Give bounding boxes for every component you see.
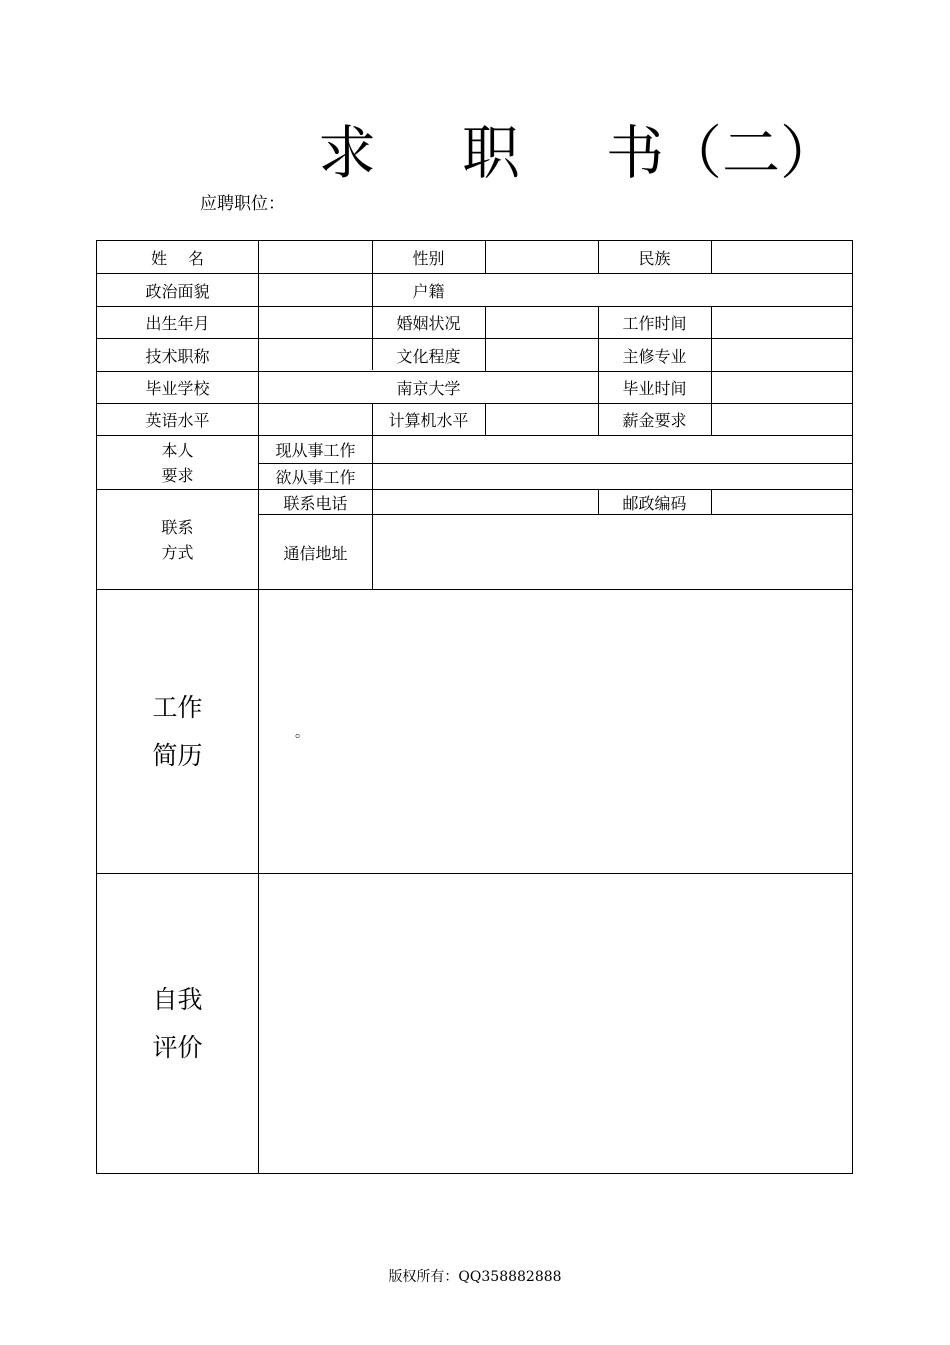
desired-job-label: 欲从事工作 bbox=[275, 467, 356, 487]
birth-date-field[interactable] bbox=[259, 306, 372, 338]
current-job-field[interactable] bbox=[373, 436, 852, 463]
phone-label: 联系电话 bbox=[283, 493, 348, 513]
name-label: 姓 名 bbox=[150, 248, 205, 268]
school-value[interactable]: 南京大学 bbox=[396, 378, 461, 398]
work-resume-label bbox=[97, 590, 258, 873]
self-evaluation-label-line2: 评价 bbox=[152, 1032, 203, 1062]
graduation-time-label: 毕业时间 bbox=[622, 378, 687, 398]
work-resume-label-line2: 简历 bbox=[152, 740, 203, 770]
technical-title-label: 技术职称 bbox=[145, 346, 210, 366]
hukou-label: 户籍 bbox=[412, 281, 445, 301]
education-label: 文化程度 bbox=[396, 346, 461, 366]
self-evaluation-label-line1: 自我 bbox=[152, 984, 203, 1014]
work-start-label: 工作时间 bbox=[622, 313, 687, 333]
english-level-label: 英语水平 bbox=[145, 410, 210, 430]
copyright-footer: 版权所有：QQ358882888 bbox=[388, 1269, 562, 1285]
ethnicity-label: 民族 bbox=[638, 248, 671, 268]
address-field[interactable] bbox=[373, 515, 852, 589]
contact-label-line2: 方式 bbox=[161, 542, 194, 562]
position-label: 应聘职位： bbox=[200, 194, 285, 214]
work-start-field[interactable] bbox=[712, 306, 852, 338]
address-label: 通信地址 bbox=[283, 543, 348, 563]
application-form-table bbox=[96, 240, 853, 1174]
ethnicity-field[interactable] bbox=[712, 241, 852, 273]
birth-date-label: 出生年月 bbox=[145, 313, 210, 333]
technical-title-field[interactable] bbox=[259, 339, 372, 371]
marital-status-field[interactable] bbox=[486, 306, 598, 338]
contact-label bbox=[97, 490, 258, 589]
computer-level-label: 计算机水平 bbox=[388, 410, 469, 430]
graduation-time-field[interactable] bbox=[712, 371, 852, 403]
desired-job-field[interactable] bbox=[373, 463, 852, 489]
title-char-1: 求 bbox=[318, 119, 377, 187]
title-char-4: （二） bbox=[664, 119, 839, 187]
political-status-field[interactable] bbox=[259, 274, 372, 306]
title-char-2: 职 bbox=[462, 119, 521, 187]
education-field[interactable] bbox=[486, 339, 598, 371]
marital-status-label: 婚姻状况 bbox=[396, 313, 461, 333]
school-label: 毕业学校 bbox=[145, 378, 210, 398]
salary-field[interactable] bbox=[712, 403, 852, 435]
current-job-label: 现从事工作 bbox=[275, 441, 356, 460]
gender-label: 性别 bbox=[412, 248, 445, 268]
gender-field[interactable] bbox=[486, 241, 598, 273]
requirements-label bbox=[97, 436, 258, 489]
major-field[interactable] bbox=[712, 339, 852, 371]
postcode-label: 邮政编码 bbox=[622, 493, 687, 513]
name-field[interactable] bbox=[259, 241, 372, 273]
requirements-label-line1: 本人 bbox=[161, 440, 194, 460]
english-level-field[interactable] bbox=[259, 403, 372, 435]
work-resume-content: 。 bbox=[295, 725, 309, 741]
computer-level-field[interactable] bbox=[486, 403, 598, 435]
title-char-3: 书 bbox=[606, 119, 665, 187]
hukou-field[interactable] bbox=[486, 274, 852, 306]
work-resume-field[interactable] bbox=[259, 590, 852, 873]
contact-label-line1: 联系 bbox=[161, 517, 194, 537]
salary-label: 薪金要求 bbox=[622, 410, 687, 430]
postcode-field[interactable] bbox=[712, 490, 852, 514]
political-status-label: 政治面貌 bbox=[145, 281, 210, 301]
self-evaluation-field[interactable] bbox=[259, 874, 852, 1173]
major-label: 主修专业 bbox=[622, 346, 687, 366]
self-evaluation-label bbox=[97, 874, 258, 1173]
phone-field[interactable] bbox=[373, 490, 598, 514]
work-resume-label-line1: 工作 bbox=[152, 692, 203, 722]
requirements-label-line2: 要求 bbox=[161, 465, 194, 485]
